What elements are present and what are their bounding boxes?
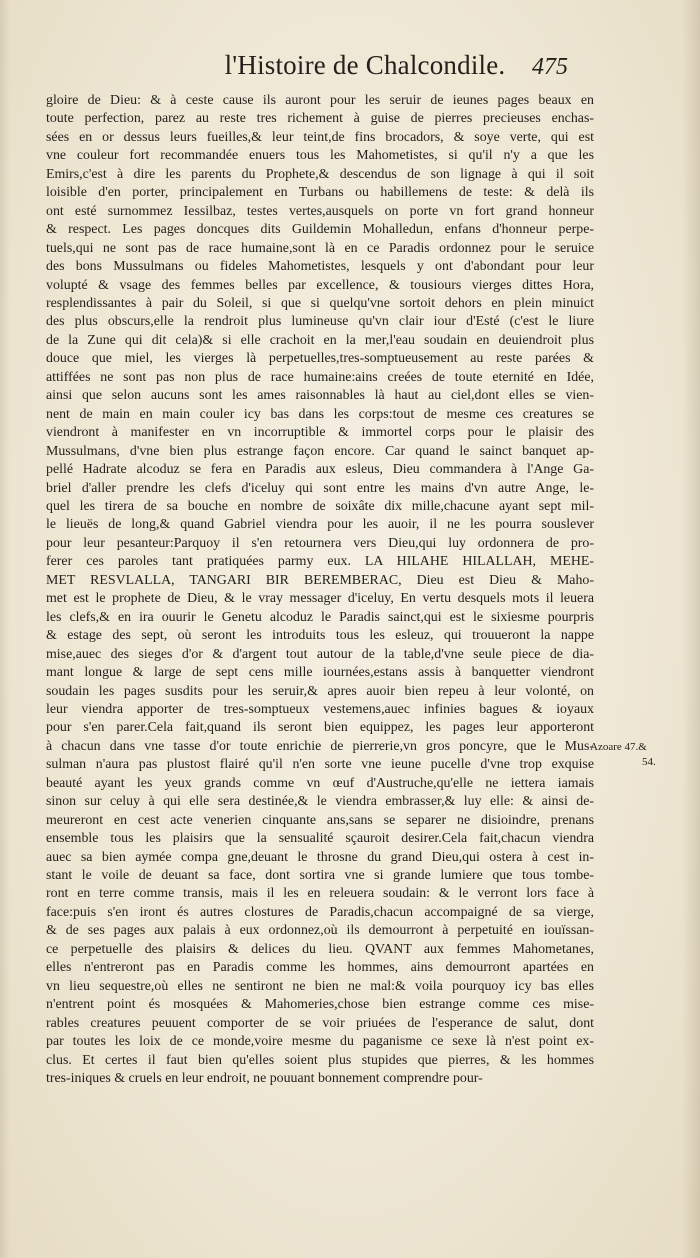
text-line: ainsi que selon aucuns sont les ames raisonnables là haut au ciel,dont elles se vien- (46, 388, 594, 404)
text-line: beauté ayant les yeux grands comme vn œuf d'Austruche,qu'elle ne iettera iamais (46, 775, 594, 791)
text-line: face:puis s'en iront és autres clostures de Paradis,chacun accompaigné de sa vierge, (46, 904, 594, 920)
text-line: n'entrent point és mosquées & Mahomeries,chose bien estrange comme ces mise- (46, 997, 594, 1013)
text-line: tuels,qui ne sont pas de race humaine,sont là en ce Paradis ordonnez pour le seruice (46, 240, 594, 256)
text-line: leur viendra apporter de tres-somptueux vestemens,auec infinies bagues & ioyaux (46, 701, 594, 717)
body-text (46, 92, 594, 1088)
text-line: pellé Hadrate alcoduz se fera en Paradis aux esleus, Dieu commandera à l'Ange Ga- (46, 462, 594, 478)
page-header (0, 50, 700, 90)
text-line: à chacun dans vne tasse d'or toute enrichie de pierrerie,vn gros poncyre, que le Mus- (46, 738, 594, 754)
text-line: stant le voile de deuant sa face, dont sortira vne si grande lumiere que tous tombe- (46, 868, 594, 884)
text-line: pour leur pesanteur:Parquoy il s'en retournera vers Dieu,qui luy ordonnera de pro- (46, 535, 594, 551)
running-title: l'Histoire de Chalcondile. (224, 50, 506, 80)
text-line: des plus obscurs,elle la rendroit plus lumineuse qu'vn clair iour d'Esté (c'est le liure (46, 314, 594, 330)
text-line: le lieuës de long,& quand Gabriel viendra pour les auoir, il ne les pourra souslever (46, 517, 594, 533)
text-line: viendront à manifester en vn incorruptible & immortel corps pour le plaisir des (46, 425, 594, 441)
text-line: sulman n'aura pas plustost flairé qu'il n'en sorte vne ieune pucelle d'vne trop exquise (46, 757, 594, 773)
text-line: volupté & vsage des femmes belles par excellence, & tousiours vierges dittes Hora, (46, 277, 594, 293)
text-line: nent de main en main couler icy bas dans les corps:tout de mesme ces creatures se (46, 406, 594, 422)
text-line: clus. Et certes il faut bien qu'elles soient plus stupides que pierres, & les hommes (46, 1052, 594, 1068)
text-line: met est le prophete de Dieu, & le vray messager d'iceluy, En vertu desquels mots il leuera (46, 591, 594, 607)
text-line: rables creatures peuuent comporter de se voir priuées de l'esperance de salut, dont (46, 1015, 594, 1031)
text-line: tres-iniques & cruels en leur endroit, ne pouuant bonnement comprendre pour- (46, 1071, 483, 1087)
text-line: & de ses pages aux palais à eux ordonnez,où ils demourront à perpetuité en iouïssan- (46, 923, 594, 939)
text-line: soudain les pages susdits pour les seruir,& apres auoir bien repeu à leur volonté, on (46, 683, 594, 699)
margin-note (590, 740, 700, 770)
text-line: resplendissantes à pair du Soleil, si que si quelqu'vne sortoit dehors en plein minuict (46, 295, 594, 311)
text-line: pour s'en parer.Cela fait,quand ils seront bien equippez, les pages leur apporteront (46, 720, 594, 736)
text-line: MET RESVLALLA, TANGARI BIR BEREMBERAC, Dieu est Dieu & Maho- (46, 572, 594, 588)
text-line: douce que miel, les vierges là perpetuelles,tres-somptueusement au reste parées & (46, 351, 594, 367)
text-line: meureront en cest acte venerien cinquante ans,sans se separer ne disioindre, prenans (46, 812, 594, 828)
text-line: mise,auec des sieges d'or & d'argent tout autour de la table,d'vne seule piece de dia- (46, 646, 594, 662)
margin-note-line: 54. (642, 756, 656, 768)
margin-note-line: Azoare 47.& (590, 741, 647, 753)
text-line: quel les tirera de sa bouche en nombre de soixâte dix mille,chacune ayant sept mil- (46, 498, 594, 514)
gutter-shadow (0, 0, 10, 1258)
text-line: par toutes les loix de ce monde,voire mesme du paganisme ce sexe là n'est point ex- (46, 1034, 594, 1050)
text-line: gloire de Dieu: & à ceste cause ils auront pour les seruir de ieunes pages beaux en (46, 93, 594, 108)
text-line: vn lieu sequestre,où elles ne sentiront ne bien ne mal:& voila pourquoy icy bas elles (46, 978, 594, 994)
text-line: auec sa bien aymée compa gne,deuant le throsne du grand Dieu,qui ostera à cest in- (46, 849, 594, 865)
text-line: sées en or dessus leurs fueilles,& leur teint,de fins brocadors, & soye verte, qui est (46, 129, 594, 145)
text-line: mant longue & large de sept cens mille iournées,estans assis à banquetter viendront (46, 665, 594, 681)
text-line: vne couleur fort recommandée enuers tous les Mahometistes, si qu'il n'y a que les (46, 148, 594, 164)
text-line: ensemble tous les plaisirs que la sensualité sçauroit desirer.Cela fait,chacun viendra (46, 831, 594, 847)
text-line: ce perpetuelle des plaisirs & delices du lieu. QVANT aux femmes Mahometanes, (46, 941, 594, 957)
text-line: ont esté surnommez Iessilbaz, testes vertes,ausquels on porte vn fort grand honneur (46, 203, 594, 219)
text-line: toute perfection, parez au reste tres richement à guise de pierres precieuses enchas- (46, 111, 594, 127)
text-line: & respect. Les pages doncques dits Guildemin Mohalledun, enfans d'honneur perpe- (46, 222, 594, 238)
text-line: attiffées ne sont pas non plus de race humaine:ains creées de toute eternité en Idée, (46, 369, 594, 385)
text-line: sinon sur celuy à qui elle sera destinée,& le viendra embrasser,& luy elle: & ainsi de- (46, 794, 594, 810)
text-line: & estage des sept, où seront les introduits tous les esleuz, qui trouueront la nappe (46, 628, 594, 644)
text-line: briel d'aller prendre les clefs d'iceluy qui sont entre les mains d'vn autre Ange, le- (46, 480, 594, 496)
text-line: loisible d'en porter, principalement en Turbans ou habillemens de teste: & delà ils (46, 185, 594, 201)
text-line: les clefs,& en ira ouurir le Genetu alcoduz le Paradis sainct,qui est le sixiesme pourpris (46, 609, 594, 625)
text-line: ferer ces paroles tant pratiquées parmy eux. LA HILAHE HILALLAH, MEHE- (46, 554, 594, 570)
page-number: 475 (532, 54, 568, 80)
text-line: elles n'entreront pas en Paradis comme les hommes, ains demourront apartées en (46, 960, 594, 976)
text-line: Mussulmans, d'vne bien plus estrange façon encore. Car quand le sainct banquet ap- (46, 443, 594, 459)
text-line: Emirs,c'est à dire les parents du Prophete,& descendus de son lignage à qui il soit (46, 166, 594, 182)
text-line: de la Zune qui dit cela)& si elle crachoit en la mer,l'eau soudain en deuiendroit plus (46, 332, 594, 348)
text-line: des bons Mussulmans ou fideles Mahometistes, lesquels y ont d'abondant pour leur (46, 259, 594, 275)
text-line: ront en terre comme transis, mais il les en releuera soudain: & le verront lors face à (46, 886, 594, 902)
page-edge-shadow (682, 0, 700, 1258)
